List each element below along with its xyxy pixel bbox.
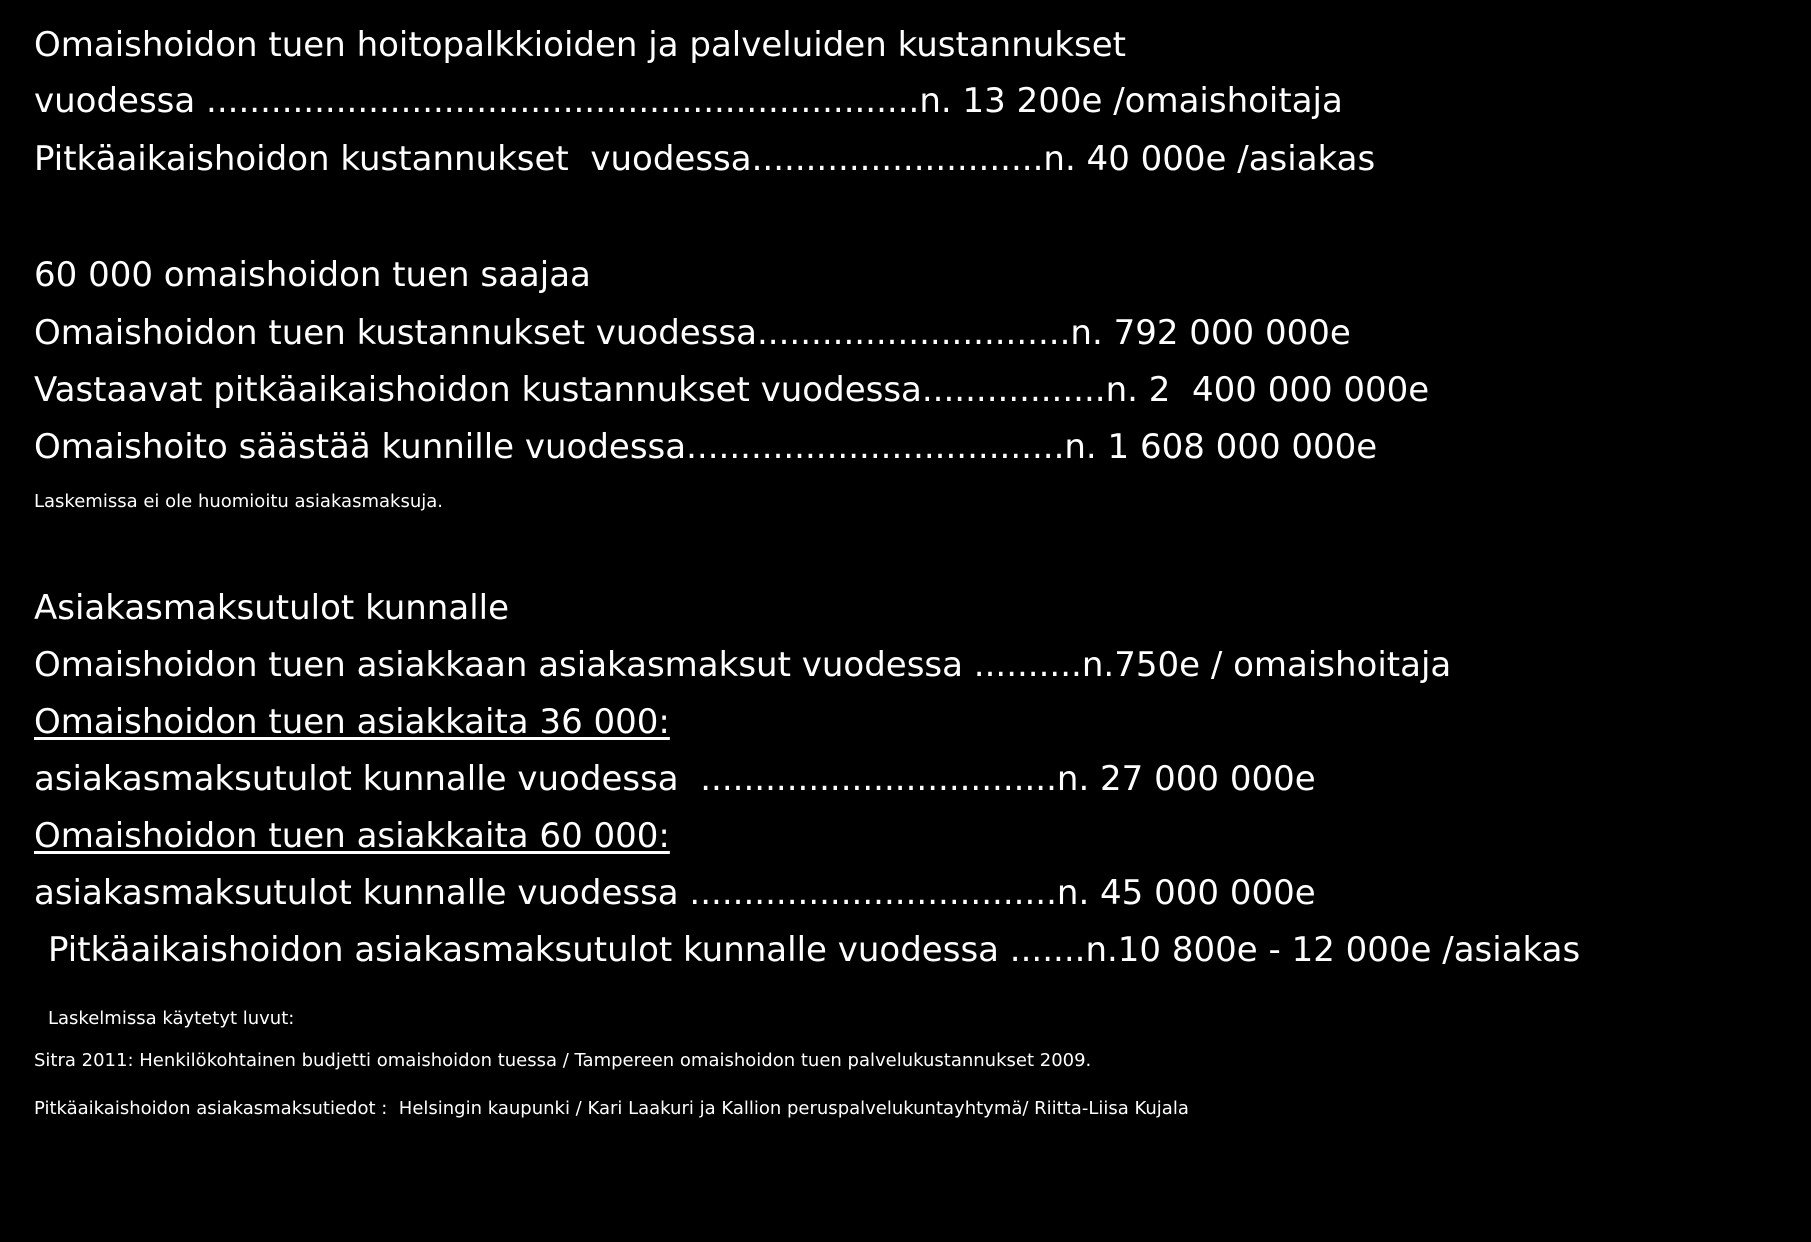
recipients-count: 60 000 omaishoidon tuen saajaa (34, 255, 591, 295)
fees-60000-line: asiakasmaksutulot kunnalle vuodessa ..................................n. 45 000 000e (34, 873, 1316, 913)
clients-60000-heading: Omaishoidon tuen asiakkaita 60 000: (34, 816, 670, 856)
caregiver-annual-cost: vuodessa ..................................................................n. 13 200e /omaishoitaja (34, 81, 1343, 121)
fees-36000-line: asiakasmaksutulot kunnalle vuodessa .................................n. 27 000 000e (34, 759, 1316, 799)
source-line-2: Pitkäaikaishoidon asiakasmaksutiedot : Helsingin kaupunki / Kari Laakuri ja Kallion peruspalvelukuntayhtymä/ Riitta-Liisa Kujala (34, 1098, 1189, 1119)
source-line-1: Sitra 2011: Henkilökohtainen budjetti omaishoidon tuessa / Tampereen omaishoidon tuen palvelukustannukset 2009. (34, 1050, 1092, 1071)
longterm-total-cost: Vastaavat pitkäaikaishoidon kustannukset vuodessa.................n. 2 400 000 000e (34, 370, 1430, 410)
calculation-note: Laskemissa ei ole huomioitu asiakasmaksuja. (34, 491, 443, 512)
support-total-cost: Omaishoidon tuen kustannukset vuodessa.............................n. 792 000 000e (34, 313, 1351, 353)
longterm-care-annual-cost: Pitkäaikaishoidon kustannukset vuodessa...........................n. 40 000e /asiakas (34, 139, 1376, 179)
fees-heading: Asiakasmaksutulot kunnalle (34, 588, 510, 628)
sources-heading: Laskelmissa käytetyt luvut: (48, 1008, 295, 1029)
cost-heading-line: Omaishoidon tuen hoitopalkkioiden ja palveluiden kustannukset (34, 25, 1126, 65)
client-fees-line: Omaishoidon tuen asiakkaan asiakasmaksut vuodessa ..........n.750e / omaishoitaja (34, 645, 1452, 685)
clients-36000-heading: Omaishoidon tuen asiakkaita 36 000: (34, 702, 670, 742)
longterm-fees-line: Pitkäaikaishoidon asiakasmaksutulot kunnalle vuodessa .......n.10 800e - 12 000e /asiakas (48, 930, 1581, 970)
savings-line: Omaishoito säästää kunnille vuodessa...................................n. 1 608 000 000e (34, 427, 1378, 467)
